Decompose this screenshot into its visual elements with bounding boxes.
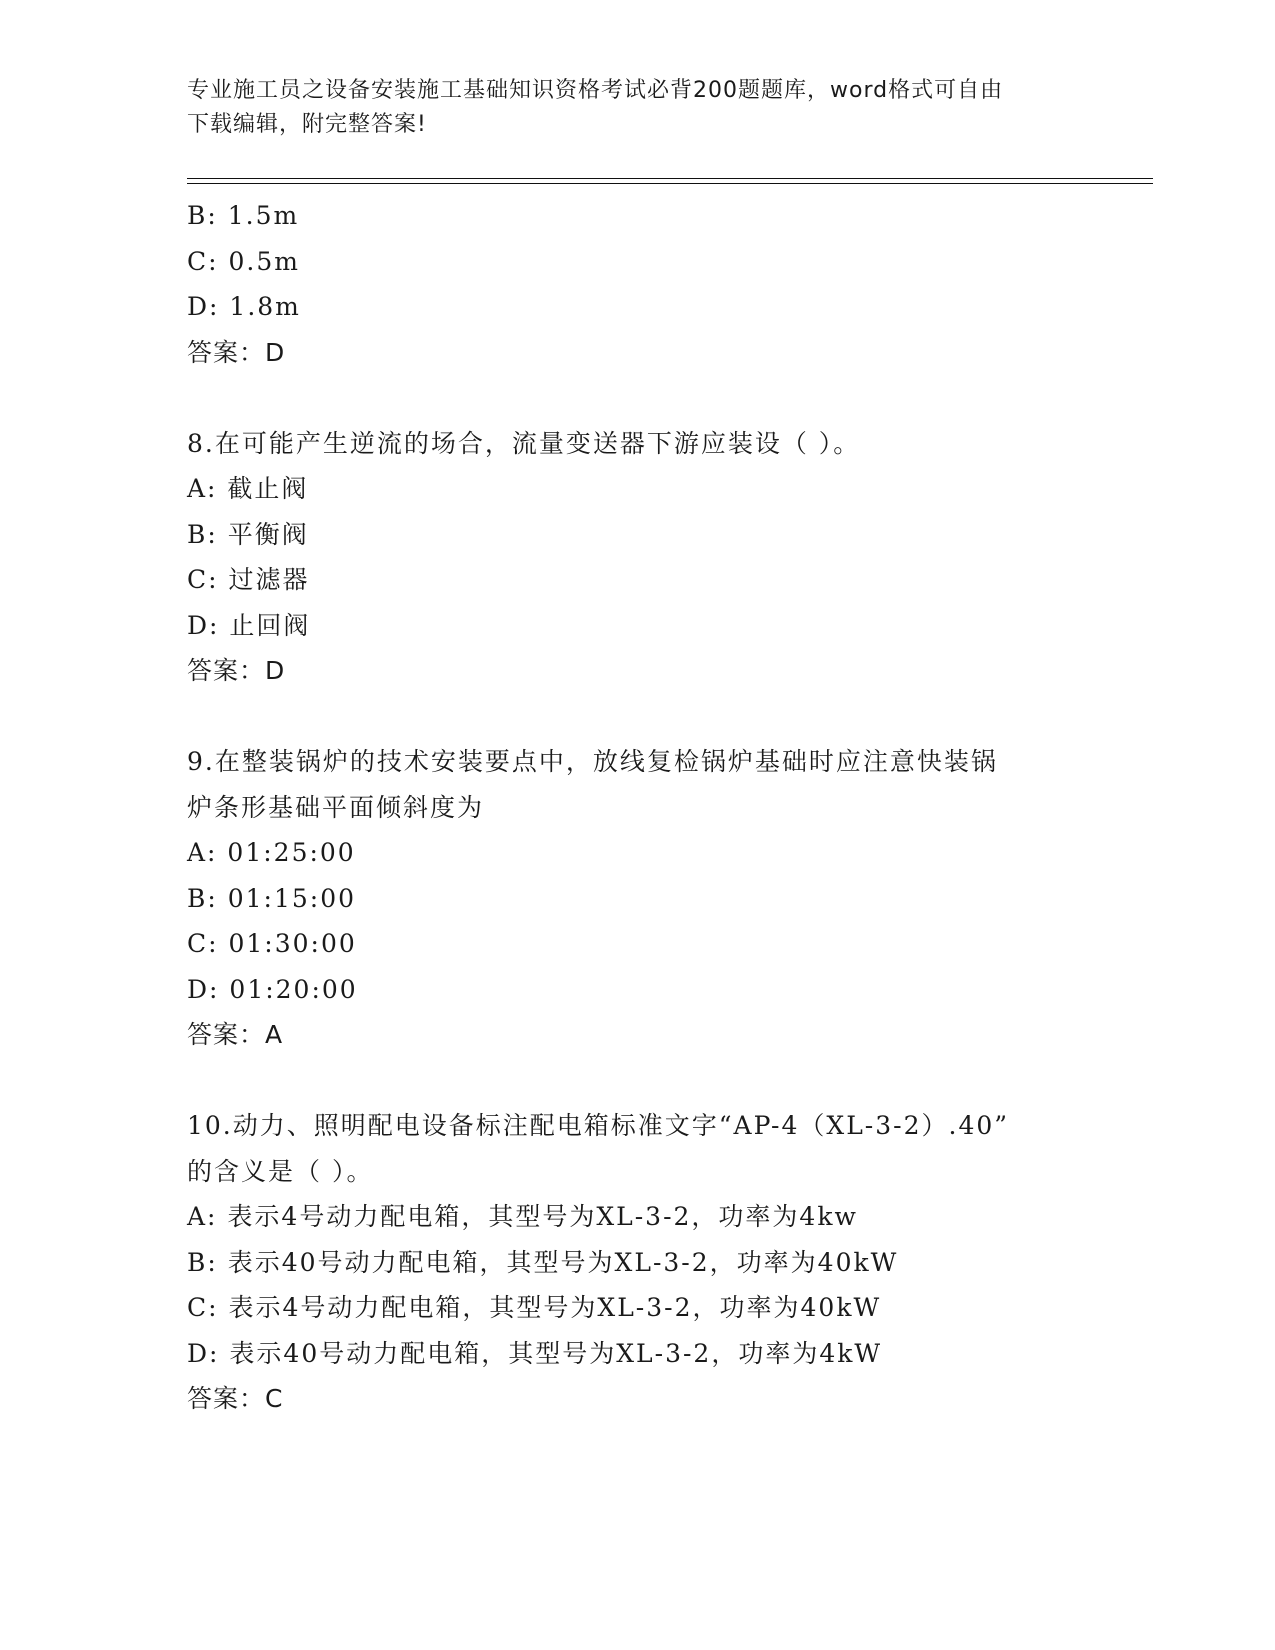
option-a: A: 表示4号动力配电箱，其型号为XL-3-2，功率为4kw — [187, 1202, 858, 1231]
option-c: C: 过滤器 — [187, 565, 310, 594]
question-spacer — [187, 694, 1147, 740]
option-c: C: 表示4号动力配电箱，其型号为XL-3-2，功率为40kW — [187, 1293, 882, 1322]
option-d: D: 1.8m — [187, 292, 301, 321]
option-c: C: 0.5m — [187, 246, 300, 276]
question-stem: 9.在整装锅炉的技术安装要点中，放线复检锅炉基础时应注意快装锅 — [187, 747, 998, 776]
header-divider-top — [187, 178, 1153, 179]
question-9 — [187, 739, 1147, 1058]
answer-line: 答案：D — [187, 656, 286, 685]
question-stem-continued: 炉条形基础平面倾斜度为 — [187, 792, 485, 822]
question-stem: 8.在可能产生逆流的场合，流量变送器下游应装设（ ）。 — [187, 428, 861, 458]
question-stem: 10.动力、照明配电设备标注配电箱标准文字“AP-4（XL-3-2）.40” — [187, 1111, 1010, 1140]
option-d: D: 表示40号动力配电箱，其型号为XL-3-2，功率为4kW — [187, 1338, 883, 1368]
answer-line: 答案：A — [187, 1020, 284, 1049]
option-d: D: 止回阀 — [187, 610, 311, 640]
option-c: C: 01:30:00 — [187, 929, 357, 958]
question-stem-continued: 的含义是（ ）。 — [187, 1156, 374, 1186]
question-spacer — [187, 1058, 1147, 1104]
header-line-2: 下载编辑，附完整答案! — [187, 112, 427, 137]
answer-line: 答案：C — [187, 1384, 284, 1413]
question-list — [187, 193, 1147, 1422]
option-a: A: 截止阀 — [187, 474, 309, 503]
header-divider-bottom — [187, 183, 1153, 184]
document-header — [187, 74, 1087, 142]
option-b: B: 平衡阀 — [187, 519, 309, 549]
option-d: D: 01:20:00 — [187, 974, 358, 1004]
question-8 — [187, 421, 1147, 694]
answer-line: 答案：D — [187, 337, 286, 367]
question-10 — [187, 1103, 1147, 1422]
question-7 — [187, 193, 1147, 375]
option-b: B: 表示40号动力配电箱，其型号为XL-3-2，功率为40kW — [187, 1247, 899, 1277]
option-b: B: 1.5m — [187, 201, 300, 230]
option-a: A: 01:25:00 — [187, 838, 356, 867]
header-line-1: 专业施工员之设备安装施工基础知识资格考试必背200题题库，word格式可自由 — [187, 78, 1004, 103]
option-b: B: 01:15:00 — [187, 883, 357, 913]
question-spacer — [187, 375, 1147, 421]
